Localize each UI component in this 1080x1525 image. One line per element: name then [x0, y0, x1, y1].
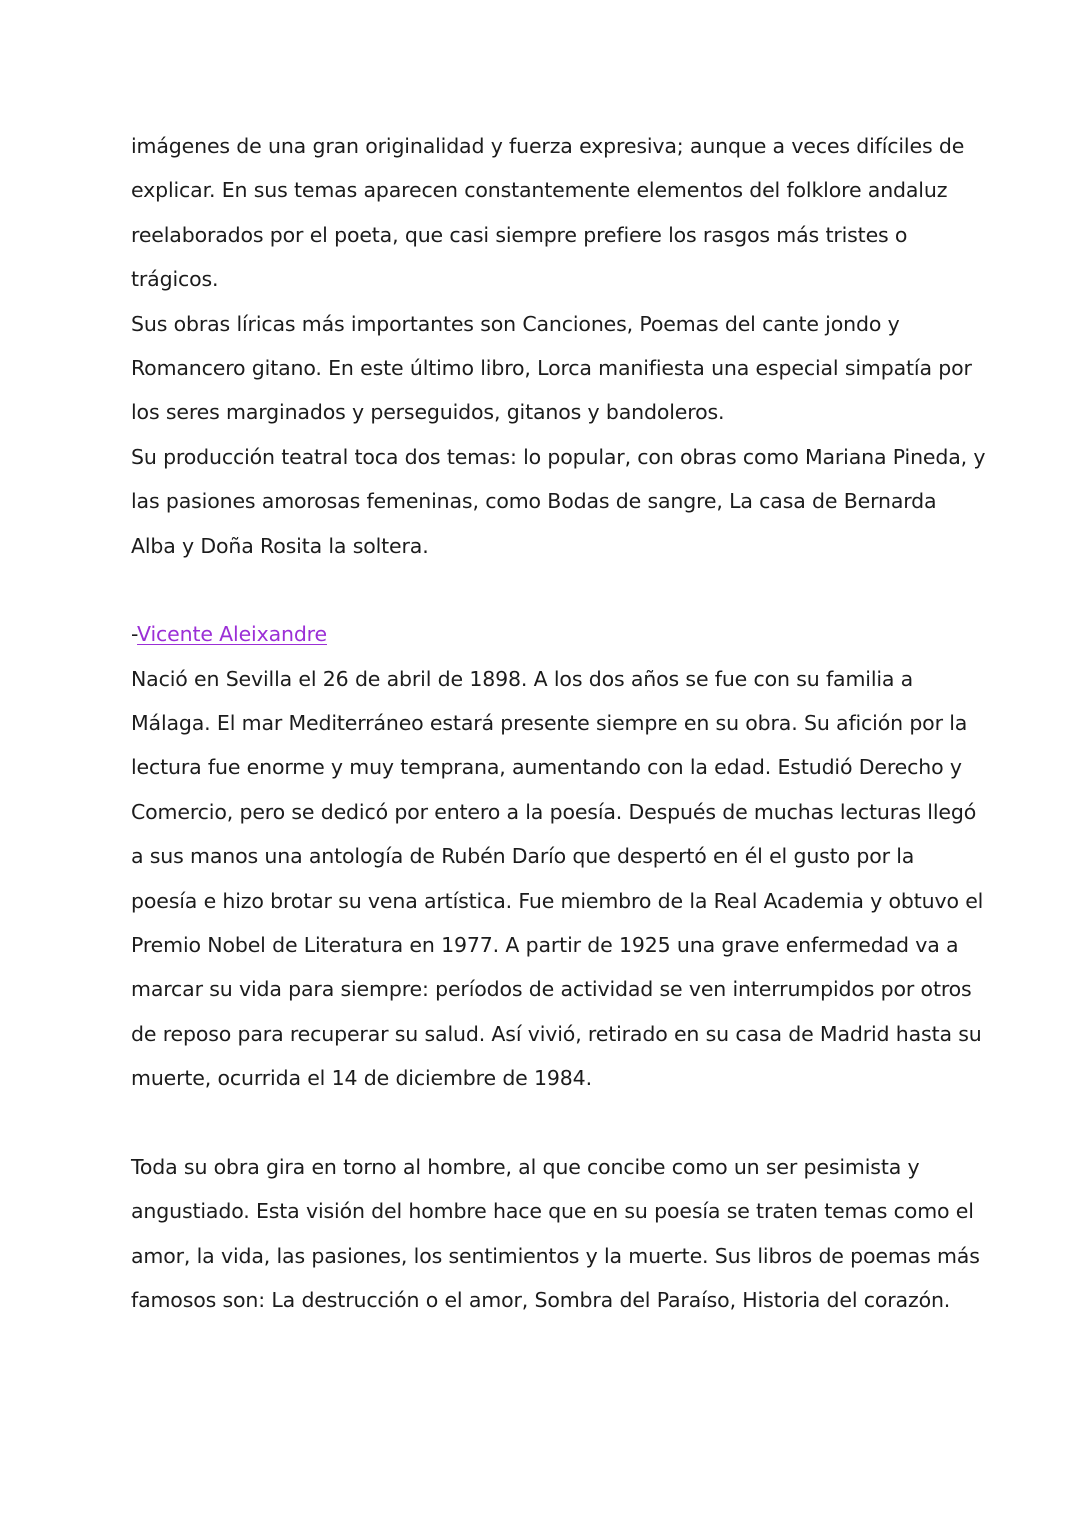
text-line: Romancero gitano. En este último libro, Lorca manifiesta una especial simpatía por: [131, 355, 972, 380]
text-line: famosos son: La destrucción o el amor, Sombra del Paraíso, Historia del corazón.: [131, 1288, 951, 1313]
text-line: Premio Nobel de Literatura en 1977. A partir de 1925 una grave enfermedad va a: [131, 933, 959, 958]
text-line: explicar. En sus temas aparecen constantemente elementos del folklore andaluz: [131, 178, 948, 203]
text-line: imágenes de una gran originalidad y fuerza expresiva; aunque a veces difíciles de: [131, 134, 965, 158]
text-line: reelaborados por el poeta, que casi siempre prefiere los rasgos más tristes o: [131, 222, 908, 247]
text-line: de reposo para recuperar su salud. Así vivió, retirado en su casa de Madrid hasta su: [131, 1021, 982, 1046]
text-line: las pasiones amorosas femeninas, como Bodas de sangre, La casa de Bernarda: [131, 489, 937, 514]
lorca-theatre-paragraph: [131, 435, 986, 568]
heading-dash: -: [131, 622, 138, 647]
aleixandre-work-paragraph: [131, 1145, 980, 1323]
text-line: Toda su obra gira en torno al hombre, al que concibe como un ser pesimista y: [131, 1154, 920, 1179]
text-line: marcar su vida para siempre: períodos de actividad se ven interrumpidos por otros: [131, 977, 972, 1002]
text-line: Alba y Doña Rosita la soltera.: [131, 533, 429, 558]
paragraph-spacer: [131, 568, 961, 612]
vicente-aleixandre-link[interactable]: Vicente Aleixandre: [137, 622, 327, 647]
lorca-lyric-paragraph: [131, 302, 972, 435]
text-line: lectura fue enorme y muy temprana, aumentando con la edad. Estudió Derecho y: [131, 755, 962, 780]
aleixandre-bio-paragraph: [131, 657, 984, 1101]
paragraph-spacer: [131, 1101, 961, 1145]
text-line: Málaga. El mar Mediterráneo estará presente siempre en su obra. Su afición por la: [131, 711, 968, 736]
text-line: muerte, ocurrida el 14 de diciembre de 1984.: [131, 1066, 592, 1091]
text-line: poesía e hizo brotar su vena artística. Fue miembro de la Real Academia y obtuvo el: [131, 888, 984, 913]
text-line: los seres marginados y perseguidos, gitanos y bandoleros.: [131, 400, 725, 425]
text-line: trágicos.: [131, 267, 219, 292]
text-line: a sus manos una antología de Rubén Darío que despertó en él el gusto por la: [131, 844, 915, 869]
document-body: [131, 124, 986, 1323]
text-line: Comercio, pero se dedicó por entero a la poesía. Después de muchas lecturas llegó: [131, 799, 977, 824]
text-line: Nació en Sevilla el 26 de abril de 1898. A los dos años se fue con su familia a: [131, 666, 914, 691]
text-line: amor, la vida, las pasiones, los sentimientos y la muerte. Sus libros de poemas más: [131, 1243, 980, 1268]
aleixandre-heading: [131, 612, 961, 656]
text-line: Su producción teatral toca dos temas: lo popular, con obras como Mariana Pineda, y: [131, 444, 986, 469]
lorca-style-paragraph: [131, 124, 965, 302]
text-line: angustiado. Esta visión del hombre hace que en su poesía se traten temas como el: [131, 1199, 974, 1224]
text-line: Sus obras líricas más importantes son Canciones, Poemas del cante jondo y: [131, 311, 900, 336]
